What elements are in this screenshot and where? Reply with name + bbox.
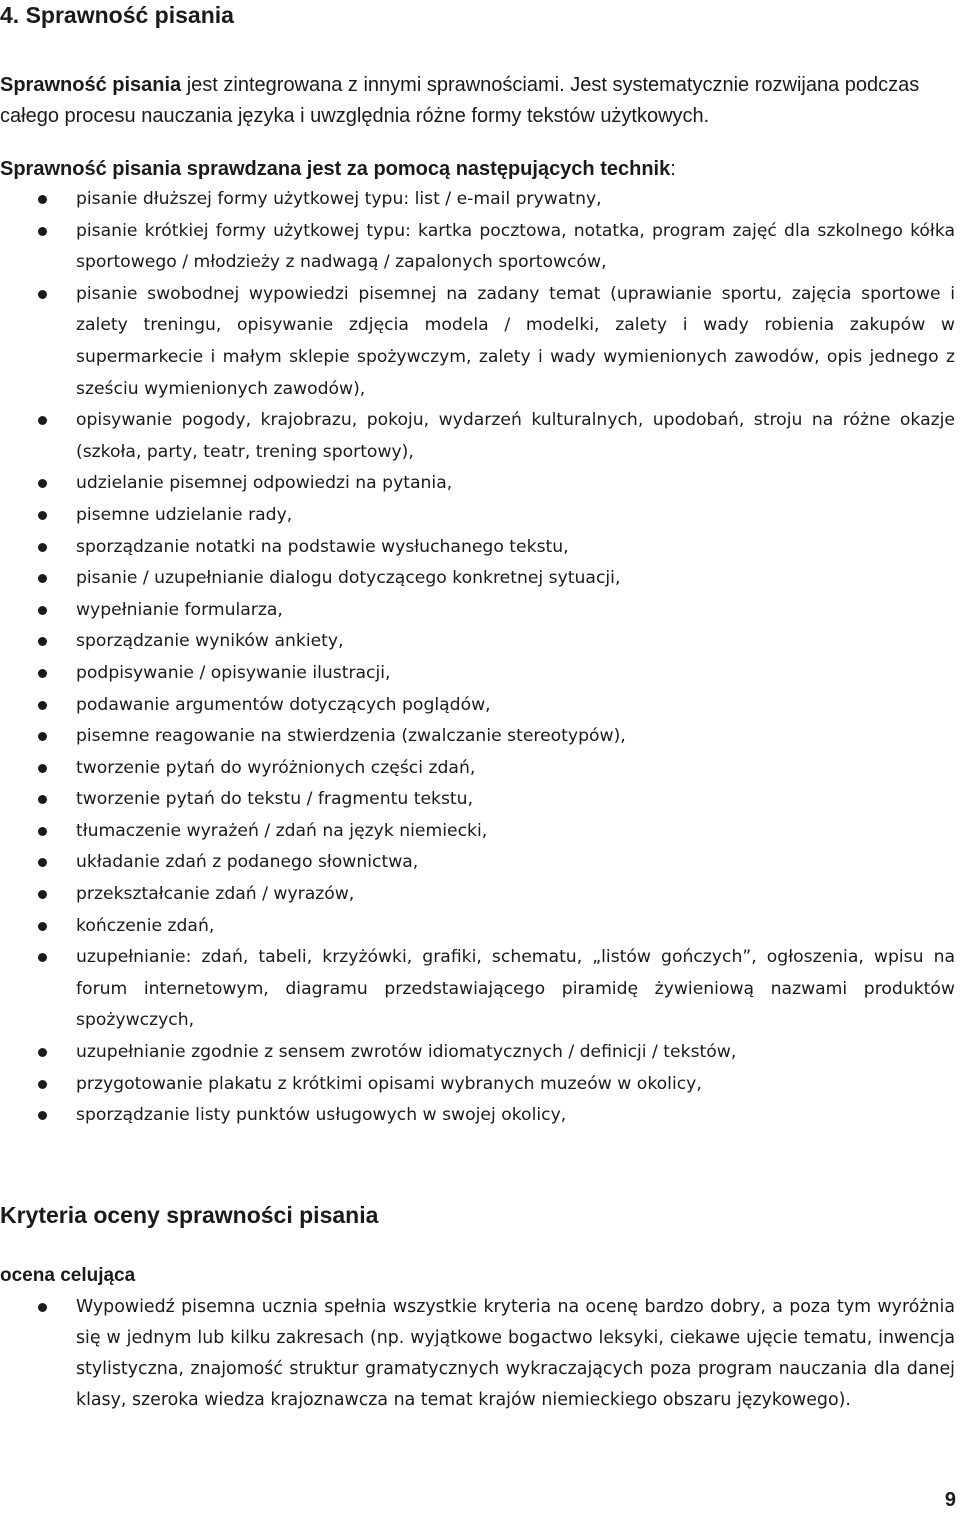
list-item: sporządzanie listy punktów usługowych w swojej okolicy, — [0, 1100, 955, 1132]
list-item: kończenie zdań, — [0, 911, 955, 943]
list-item: pisanie swobodnej wypowiedzi pisemnej na zadany temat (uprawianie sportu, zajęcia sportowe i zalety treningu, opisywanie zdjęcia modela / modelki, zalety i wady robienia zakupów w supermarkecie i małym sklepie spożywczym, zalety i wady wymienionych zawodów, opis jednego z sześciu wymienionych zawodów), — [0, 279, 955, 405]
list-item: przygotowanie plakatu z krótkimi opisami wybranych muzeów w okolicy, — [0, 1069, 955, 1101]
section-title: 4. Sprawność pisania — [0, 2, 234, 28]
intro-paragraph — [0, 70, 955, 132]
list-item: sporządzanie notatki na podstawie wysłuchanego tekstu, — [0, 532, 955, 564]
intro-bold-lead: Sprawność pisania — [0, 74, 182, 96]
techniques-list — [0, 184, 955, 1132]
list-item: sporządzanie wyników ankiety, — [0, 626, 955, 658]
list-item: podpisywanie / opisywanie ilustracji, — [0, 658, 955, 690]
list-item: układanie zdań z podanego słownictwa, — [0, 847, 955, 879]
list-item: pisemne udzielanie rady, — [0, 500, 955, 532]
list-item: pisanie krótkiej formy użytkowej typu: kartka pocztowa, notatka, program zajęć dla szkolnego kółka sportowego / młodzieży z nadwagą / zapalonych sportowców, — [0, 216, 955, 279]
list-item: uzupełnianie: zdań, tabeli, krzyżówki, grafiki, schematu, „listów gończych”, ogłoszenia, wpisu na forum internetowym, diagramu przedstawiającego piramidę żywieniową nazwami produktów spożywczych, — [0, 942, 955, 1037]
techniques-heading-text: Sprawność pisania sprawdzana jest za pomocą następujących technik — [0, 158, 671, 180]
criteria-heading: Kryteria oceny sprawności pisania — [0, 1202, 379, 1228]
list-item: pisanie dłuższej formy użytkowej typu: list / e-mail prywatny, — [0, 184, 955, 216]
list-item: tworzenie pytań do wyróżnionych części zdań, — [0, 753, 955, 785]
grade-heading: ocena celująca — [0, 1265, 136, 1286]
list-item: tworzenie pytań do tekstu / fragmentu tekstu, — [0, 784, 955, 816]
grade-criteria-list — [0, 1292, 955, 1416]
intro-text: jest zintegrowana z innymi sprawnościami. Jest systematycznie rozwijana podczas całego procesu nauczania języka i uwzględnia różne formy tekstów użytkowych. — [0, 74, 920, 127]
techniques-heading — [0, 154, 676, 185]
list-item: wypełnianie formularza, — [0, 595, 955, 627]
list-item: pisemne reagowanie na stwierdzenia (zwalczanie stereotypów), — [0, 721, 955, 753]
list-item: Wypowiedź pisemna ucznia spełnia wszystkie kryteria na ocenę bardzo dobry, a poza tym wyróżnia się w jednym lub kilku zakresach (np. wyjątkowe bogactwo leksyki, ciekawe ujęcie tematu, inwencja stylistyczna, znajomość struktur gramatycznych wykraczających poza program nauczania dla danej klasy, szeroka wiedza krajoznawcza na temat krajów niemieckiego obszaru językowego). — [0, 1292, 955, 1416]
list-item: tłumaczenie wyrażeń / zdań na język niemiecki, — [0, 816, 955, 848]
page-number: 9 — [944, 1489, 956, 1511]
list-item: opisywanie pogody, krajobrazu, pokoju, wydarzeń kulturalnych, upodobań, stroju na różne okazje (szkoła, party, teatr, trening sportowy), — [0, 405, 955, 468]
list-item: przekształcanie zdań / wyrazów, — [0, 879, 955, 911]
list-item: uzupełnianie zgodnie z sensem zwrotów idiomatycznych / definicji / tekstów, — [0, 1037, 955, 1069]
list-item: udzielanie pisemnej odpowiedzi na pytania, — [0, 468, 955, 500]
techniques-heading-colon: : — [670, 158, 676, 180]
list-item: pisanie / uzupełnianie dialogu dotyczącego konkretnej sytuacji, — [0, 563, 955, 595]
list-item: podawanie argumentów dotyczących poglądów, — [0, 690, 955, 722]
